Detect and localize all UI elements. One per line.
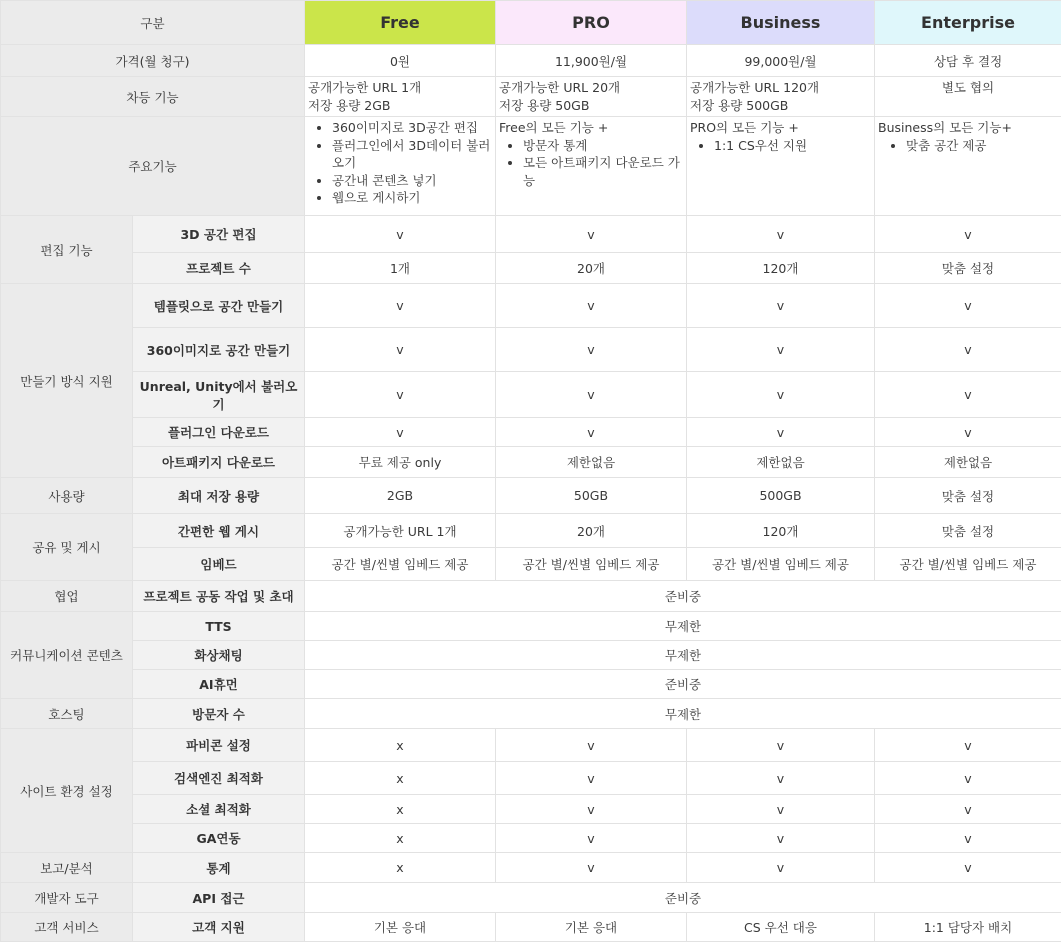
value-cell-pro: v (496, 372, 687, 418)
value-cell-enterprise: v (875, 372, 1061, 418)
diff-free (305, 77, 496, 117)
value-cell-enterprise: v (875, 824, 1061, 853)
value-cell-free: x (305, 729, 496, 762)
price-free: 0원 (305, 45, 496, 77)
price-label: 가격(월 청구) (1, 45, 305, 77)
value-cell-enterprise: 공간 별/씬별 임베드 제공 (875, 548, 1061, 581)
features-business (687, 117, 875, 216)
feature-row (1, 216, 1061, 253)
value-cell-pro: 제한없음 (496, 447, 687, 478)
value-cell-pro: 기본 응대 (496, 913, 687, 942)
plan-header-business: Business (687, 1, 875, 45)
value-cell-business: v (687, 328, 875, 372)
category-label: 보고/분석 (1, 853, 133, 883)
feature-row (1, 328, 1061, 372)
feature-item: • 플러그인에서 3D데이터 불러오기 (332, 137, 492, 172)
value-cell-free: 1개 (305, 253, 496, 284)
feature-row (1, 372, 1061, 418)
diff-line: 공개가능한 URL 120개 (690, 79, 871, 97)
feature-row (1, 824, 1061, 853)
feature-label: 최대 저장 용량 (133, 478, 305, 514)
features-list (690, 137, 871, 155)
features-intro: Free의 모든 기능 + (499, 119, 683, 137)
feature-row (1, 478, 1061, 514)
price-enterprise: 상담 후 결정 (875, 45, 1061, 77)
category-label: 커뮤니케이션 콘텐츠 (1, 612, 133, 699)
feature-label: 플러그인 다운로드 (133, 418, 305, 447)
value-cell-enterprise: v (875, 216, 1061, 253)
feature-label: 검색엔진 최적화 (133, 762, 305, 795)
value-cell-enterprise: 맞춤 설정 (875, 514, 1061, 548)
category-label: 사이트 환경 설정 (1, 729, 133, 853)
value-cell-pro: v (496, 795, 687, 824)
value-cell-pro: 공간 별/씬별 임베드 제공 (496, 548, 687, 581)
features-free (305, 117, 496, 216)
feature-item: • 1:1 CS우선 지원 (714, 137, 871, 155)
value-cell-business: 제한없음 (687, 447, 875, 478)
diff-pro (496, 77, 687, 117)
feature-item: • 방문자 통계 (523, 137, 683, 155)
feature-label: Unreal, Unity에서 불러오기 (133, 372, 305, 418)
price-pro: 11,900원/월 (496, 45, 687, 77)
value-cell-enterprise: v (875, 795, 1061, 824)
value-cell-free: x (305, 762, 496, 795)
feature-row (1, 284, 1061, 328)
feature-row (1, 699, 1061, 729)
feature-row (1, 729, 1061, 762)
diff-line: 저장 용량 500GB (690, 97, 871, 115)
feature-label: 프로젝트 공동 작업 및 초대 (133, 581, 305, 612)
value-cell-business: v (687, 284, 875, 328)
feature-row (1, 795, 1061, 824)
category-label: 개발자 도구 (1, 883, 133, 913)
feature-item: • 웹으로 게시하기 (332, 189, 492, 207)
value-cell-free: v (305, 284, 496, 328)
value-cell-business: v (687, 762, 875, 795)
value-cell-business: v (687, 824, 875, 853)
value-cell-enterprise: 1:1 담당자 배치 (875, 913, 1061, 942)
feature-label: 방문자 수 (133, 699, 305, 729)
value-cell-enterprise: 맞춤 설정 (875, 478, 1061, 514)
plan-header-enterprise: Enterprise (875, 1, 1061, 45)
category-label: 사용량 (1, 478, 133, 514)
value-cell-pro: 50GB (496, 478, 687, 514)
category-label: 고객 서비스 (1, 913, 133, 942)
feature-label: 화상채팅 (133, 641, 305, 670)
value-cell-business: v (687, 216, 875, 253)
plan-header-free: Free (305, 1, 496, 45)
value-cell-business: v (687, 729, 875, 762)
value-cell-business: 공간 별/씬별 임베드 제공 (687, 548, 875, 581)
features-list (878, 137, 1058, 155)
header-row (1, 1, 1061, 45)
feature-row (1, 670, 1061, 699)
value-cell-all-plans: 준비중 (305, 581, 1061, 612)
value-cell-pro: v (496, 762, 687, 795)
value-cell-pro: v (496, 418, 687, 447)
category-label: 호스팅 (1, 699, 133, 729)
value-cell-enterprise: 제한없음 (875, 447, 1061, 478)
diff-label: 차등 기능 (1, 77, 305, 117)
feature-row (1, 853, 1061, 883)
value-cell-pro: v (496, 824, 687, 853)
diff-line: 별도 협의 (879, 79, 1057, 97)
value-cell-enterprise: v (875, 418, 1061, 447)
diff-enterprise (875, 77, 1061, 117)
feature-row (1, 641, 1061, 670)
value-cell-free: x (305, 795, 496, 824)
diff-line: 저장 용량 50GB (499, 97, 683, 115)
value-cell-free: 2GB (305, 478, 496, 514)
value-cell-pro: 20개 (496, 253, 687, 284)
feature-row (1, 762, 1061, 795)
value-cell-free: 공개가능한 URL 1개 (305, 514, 496, 548)
value-cell-business: v (687, 372, 875, 418)
feature-label: 아트패키지 다운로드 (133, 447, 305, 478)
feature-label: 파비콘 설정 (133, 729, 305, 762)
value-cell-enterprise: v (875, 853, 1061, 883)
value-cell-all-plans: 무제한 (305, 612, 1061, 641)
diff-line: 저장 용량 2GB (308, 97, 492, 115)
feature-row (1, 514, 1061, 548)
feature-row (1, 548, 1061, 581)
feature-item: • 모든 아트패키지 다운로드 가능 (523, 154, 683, 189)
feature-item: • 360이미지로 3D공간 편집 (332, 119, 492, 137)
value-cell-enterprise: v (875, 328, 1061, 372)
feature-row (1, 913, 1061, 942)
value-cell-business: v (687, 795, 875, 824)
features-intro: PRO의 모든 기능 + (690, 119, 871, 137)
value-cell-all-plans: 준비중 (305, 883, 1061, 913)
diff-business (687, 77, 875, 117)
category-label: 공유 및 게시 (1, 514, 133, 581)
value-cell-pro: v (496, 216, 687, 253)
value-cell-business: v (687, 418, 875, 447)
feature-row (1, 418, 1061, 447)
value-cell-enterprise: v (875, 284, 1061, 328)
feature-row (1, 883, 1061, 913)
value-cell-free: 기본 응대 (305, 913, 496, 942)
value-cell-business: 120개 (687, 514, 875, 548)
value-cell-free: 공간 별/씬별 임베드 제공 (305, 548, 496, 581)
value-cell-pro: v (496, 853, 687, 883)
feature-item: • 공간내 콘텐츠 넣기 (332, 172, 492, 190)
value-cell-business: 120개 (687, 253, 875, 284)
value-cell-business: v (687, 853, 875, 883)
feature-item: • 맞춤 공간 제공 (906, 137, 1058, 155)
feature-row (1, 612, 1061, 641)
value-cell-free: v (305, 328, 496, 372)
feature-label: 3D 공간 편집 (133, 216, 305, 253)
diff-line: 공개가능한 URL 1개 (308, 79, 492, 97)
features-list (499, 137, 683, 190)
price-business: 99,000원/월 (687, 45, 875, 77)
value-cell-enterprise: 맞춤 설정 (875, 253, 1061, 284)
value-cell-free: x (305, 853, 496, 883)
value-cell-all-plans: 준비중 (305, 670, 1061, 699)
feature-row (1, 447, 1061, 478)
feature-label: 소셜 최적화 (133, 795, 305, 824)
feature-label: 통계 (133, 853, 305, 883)
features-intro: Business의 모든 기능+ (878, 119, 1058, 137)
feature-label: 간편한 웹 게시 (133, 514, 305, 548)
diff-line: 공개가능한 URL 20개 (499, 79, 683, 97)
feature-row (1, 581, 1061, 612)
category-label: 만들기 방식 지원 (1, 284, 133, 478)
features-list (308, 119, 492, 207)
plan-header-pro: PRO (496, 1, 687, 45)
value-cell-free: x (305, 824, 496, 853)
feature-label: API 접근 (133, 883, 305, 913)
feature-label: TTS (133, 612, 305, 641)
value-cell-pro: v (496, 328, 687, 372)
value-cell-all-plans: 무제한 (305, 641, 1061, 670)
price-row (1, 45, 1061, 77)
main-features-label: 주요기능 (1, 117, 305, 216)
category-label: 협업 (1, 581, 133, 612)
feature-label: 프로젝트 수 (133, 253, 305, 284)
value-cell-enterprise: v (875, 762, 1061, 795)
feature-label: 고객 지원 (133, 913, 305, 942)
feature-label: GA연동 (133, 824, 305, 853)
value-cell-business: 500GB (687, 478, 875, 514)
feature-label: 템플릿으로 공간 만들기 (133, 284, 305, 328)
value-cell-pro: 20개 (496, 514, 687, 548)
value-cell-all-plans: 무제한 (305, 699, 1061, 729)
value-cell-pro: v (496, 284, 687, 328)
feature-label: AI휴먼 (133, 670, 305, 699)
category-label: 편집 기능 (1, 216, 133, 284)
value-cell-free: v (305, 372, 496, 418)
header-label: 구분 (1, 1, 305, 45)
features-pro (496, 117, 687, 216)
value-cell-free: 무료 제공 only (305, 447, 496, 478)
feature-label: 360이미지로 공간 만들기 (133, 328, 305, 372)
main-features-row (1, 117, 1061, 216)
value-cell-enterprise: v (875, 729, 1061, 762)
value-cell-free: v (305, 216, 496, 253)
feature-row (1, 253, 1061, 284)
value-cell-pro: v (496, 729, 687, 762)
feature-label: 임베드 (133, 548, 305, 581)
value-cell-free: v (305, 418, 496, 447)
value-cell-business: CS 우선 대응 (687, 913, 875, 942)
features-enterprise (875, 117, 1061, 216)
diff-row (1, 77, 1061, 117)
